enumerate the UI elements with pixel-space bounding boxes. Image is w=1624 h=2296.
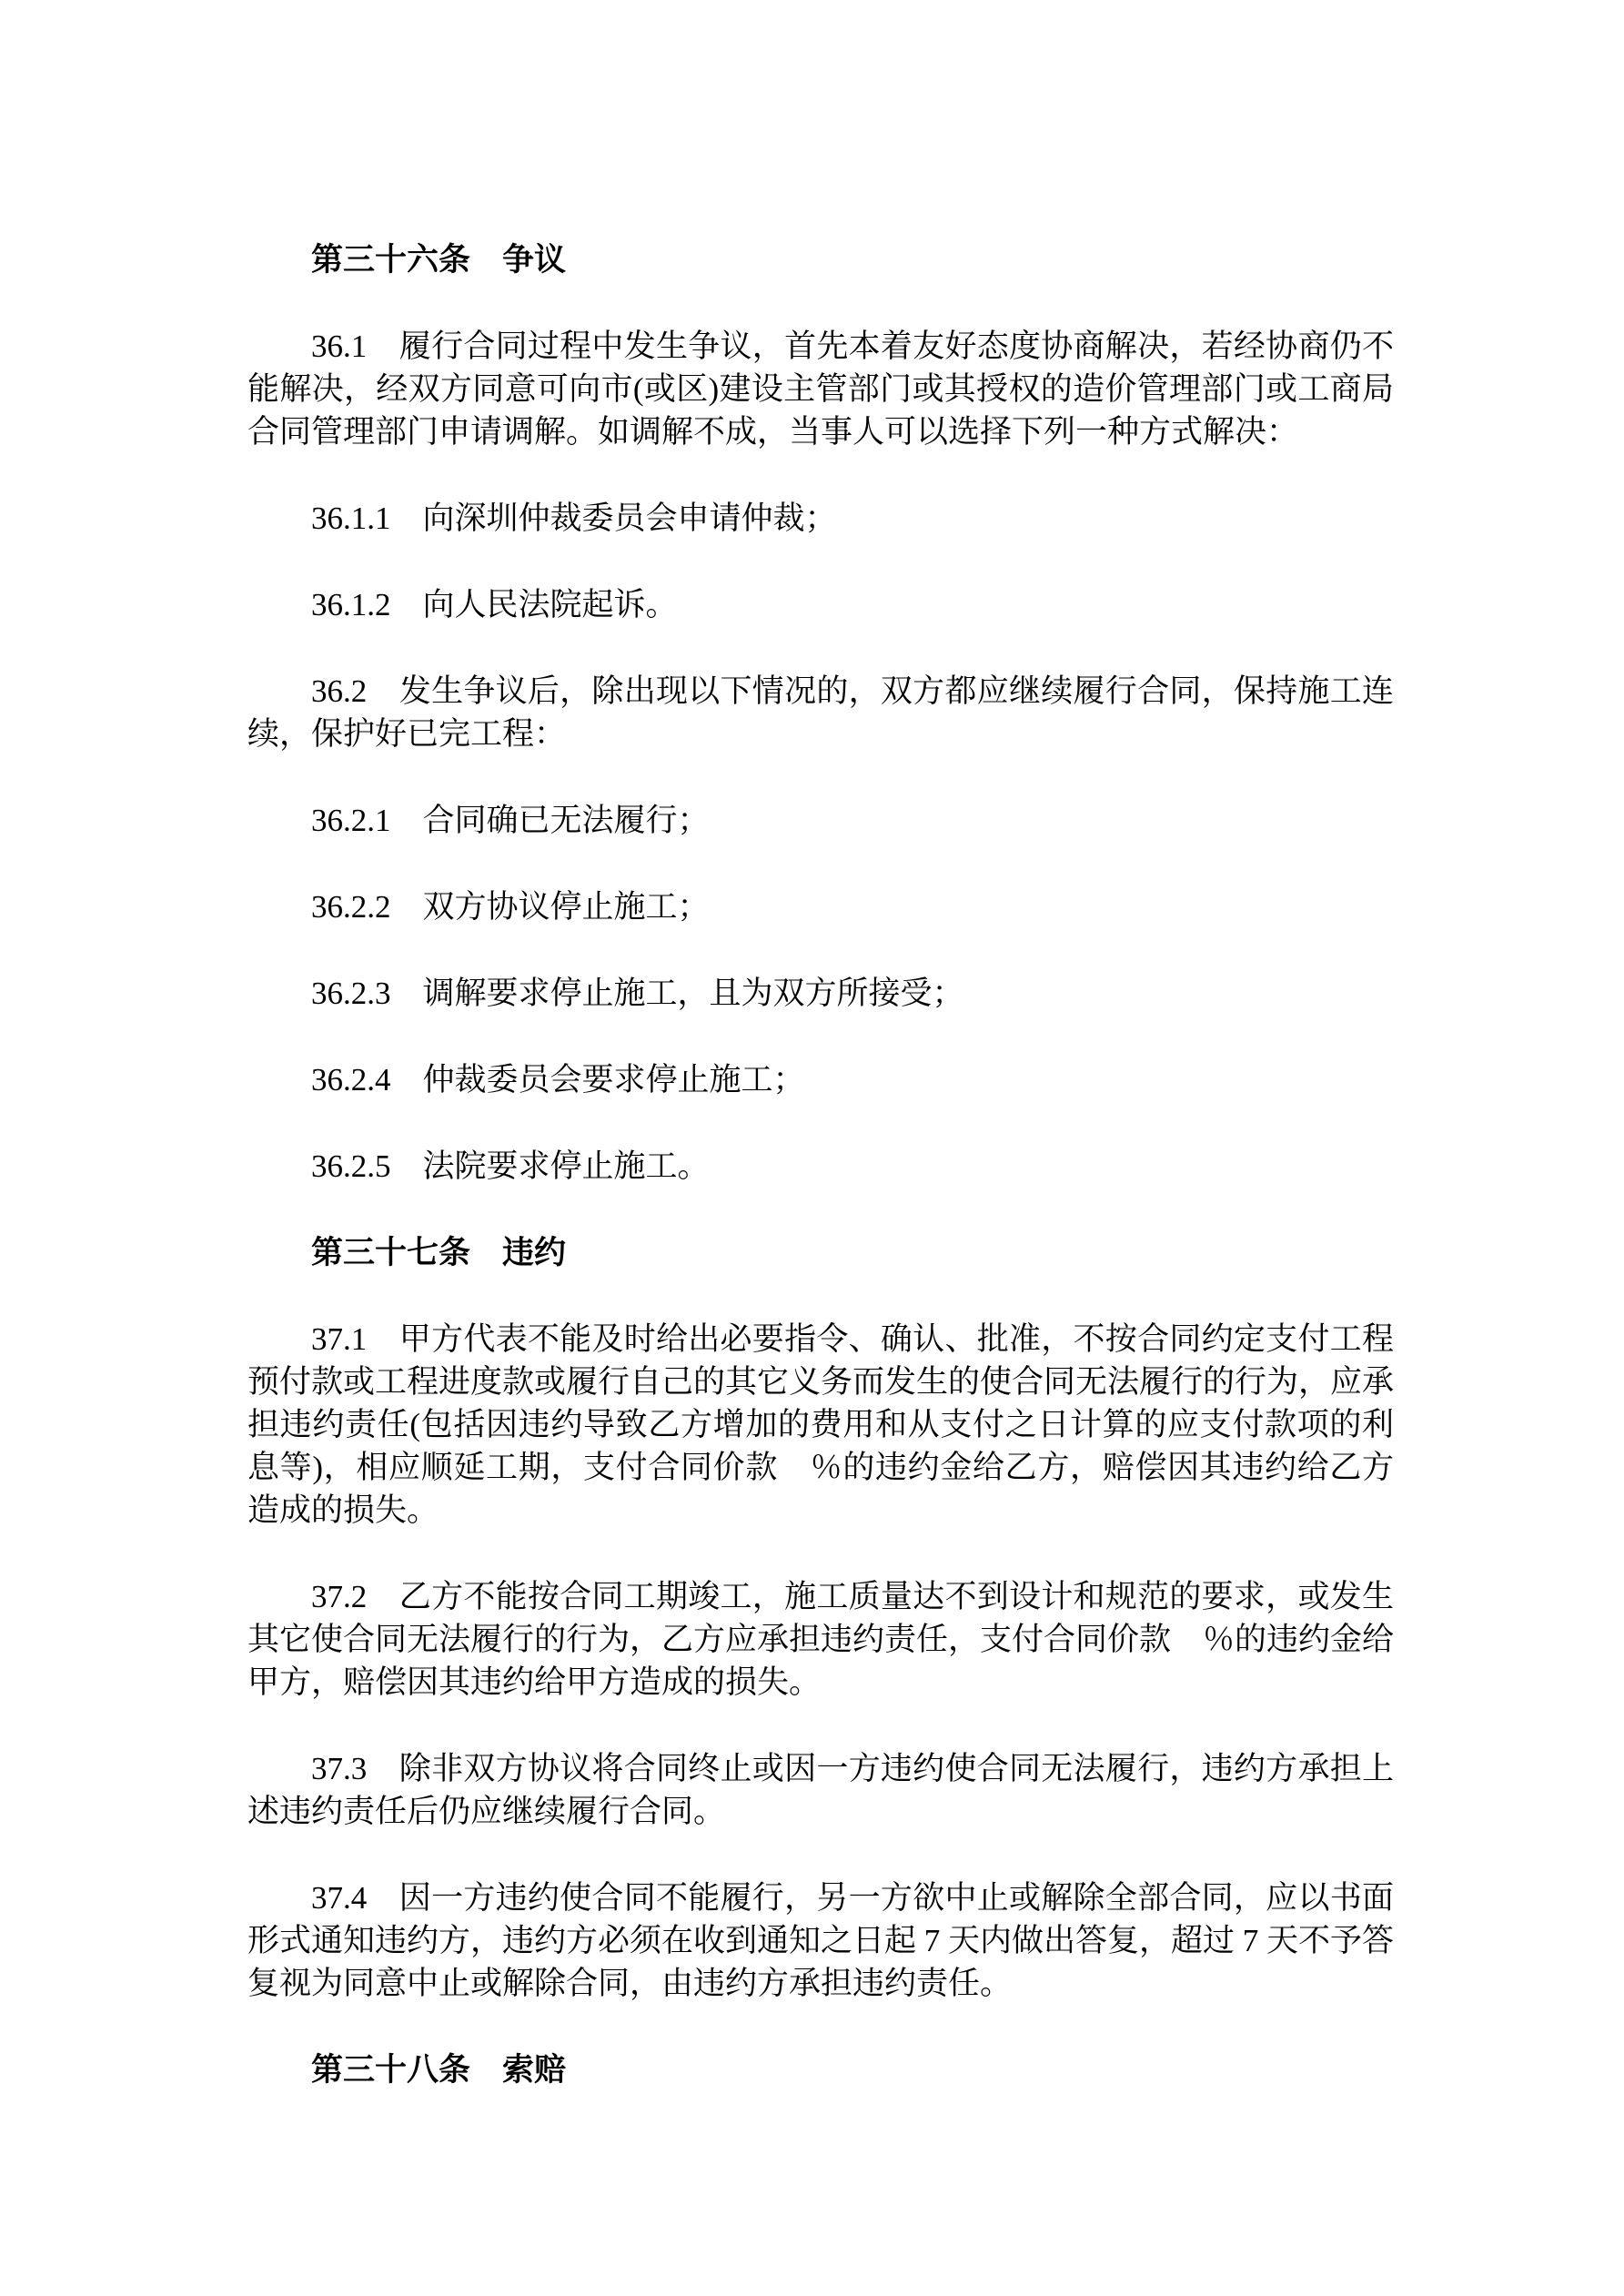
paragraph-36-1-1: 36.1.1 向深圳仲裁委员会申请仲裁； bbox=[311, 501, 837, 536]
section-heading-breach: 第三十七条 违约 bbox=[311, 1235, 567, 1270]
paragraph-36-1-2: 36.1.2 向人民法院起诉。 bbox=[311, 587, 678, 622]
paragraph-37-2: 37.2 乙方不能按合同工期竣工，施工质量达不到设计和规范的要求，或发生其它使合同无法履行的行为，乙方应承担违约责任，支付合同价款 ％的违约金给甲方，赔偿因其违约给甲方造成的损失。 bbox=[247, 1579, 1395, 1700]
paragraph-36-2-1: 36.2.1 合同确已无法履行； bbox=[311, 803, 710, 838]
paragraph-36-1: 36.1 履行合同过程中发生争议，首先本着友好态度协商解决，若经协商仍不能解决，经双方同意可向市(或区)建设主管部门或其授权的造价管理部门或工商局合同管理部门申请调解。如调解不成，当事人可以选择下列一种方式解决： bbox=[247, 329, 1394, 450]
paragraph-36-2-4: 36.2.4 仲裁委员会要求停止施工； bbox=[311, 1062, 805, 1097]
section-heading-claims: 第三十八条 索赔 bbox=[311, 2052, 567, 2088]
paragraph-36-2-2: 36.2.2 双方协议停止施工； bbox=[311, 889, 710, 925]
paragraph-36-2-5: 36.2.5 法院要求停止施工。 bbox=[311, 1148, 710, 1184]
paragraph-36-2-3: 36.2.3 调解要求停止施工，且为双方所接受； bbox=[311, 976, 964, 1011]
paragraph-36-2: 36.2 发生争议后，除出现以下情况的，双方都应继续履行合同，保持施工连续，保护好已完工程： bbox=[247, 673, 1394, 752]
paragraph-37-4: 37.4 因一方违约使合同不能履行，另一方欲中止或解除全部合同，应以书面形式通知违约方，违约方必须在收到通知之日起 7 天内做出答复，超过 7 天不予答复视为同意中止或解除合同，由违约方承担违约责任。 bbox=[247, 1880, 1395, 2001]
section-heading-disputes: 第三十六条 争议 bbox=[311, 242, 567, 278]
paragraph-37-1: 37.1 甲方代表不能及时给出必要指令、确认、批准，不按合同约定支付工程预付款或工程进度款或履行自己的其它义务而发生的使合同无法履行的行为，应承担违约责任(包括因违约导致乙方增加的费用和从支付之日计算的应支付款项的利息等)，相应顺延工期，支付合同价款 ％的违约金给乙方，赔偿因其违约给乙方造成的损失。 bbox=[247, 1321, 1395, 1528]
paragraph-37-3: 37.3 除非双方协议将合同终止或因一方违约使合同无法履行，违约方承担上述违约责任后仍应继续履行合同。 bbox=[247, 1751, 1394, 1829]
